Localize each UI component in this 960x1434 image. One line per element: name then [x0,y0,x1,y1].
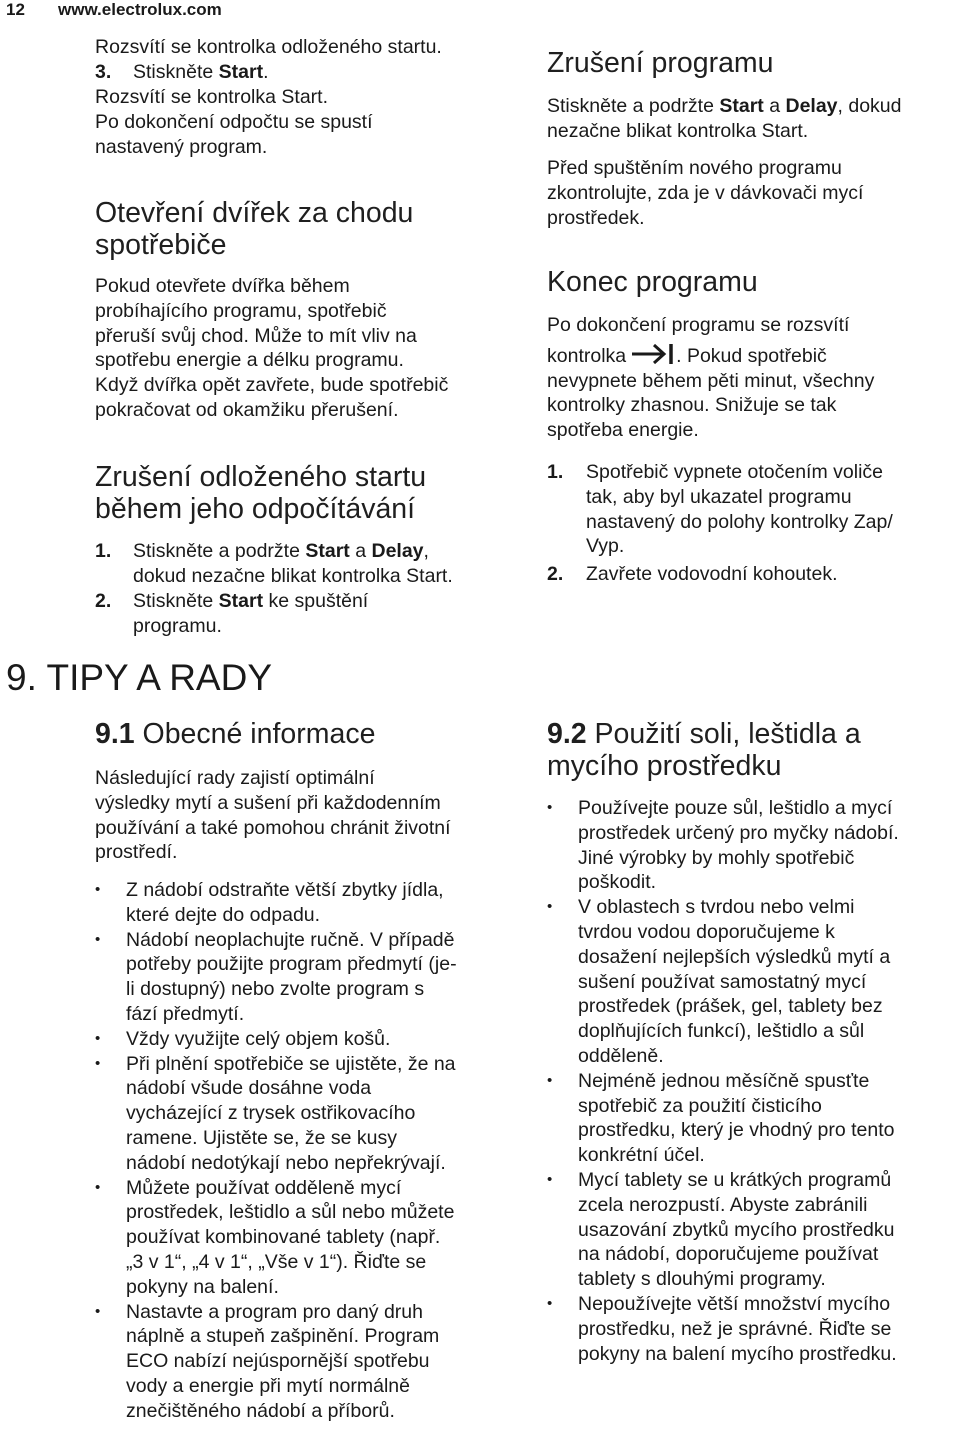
text-line: pokračovat od okamžiku přerušení. [95,398,399,421]
text-line: spotřeba energie. [547,419,699,442]
text-line: Vyp. [586,535,625,558]
text-line: probíhajícího programu, spotřebič [95,299,387,322]
end-program-heading: Konec programu [547,266,758,298]
text-line: prostředek, leštidlo a sůl nebo můžete [126,1201,455,1224]
delay-keyword: Delay [785,95,838,117]
text-line: Když dvířka opět zavřete, bude spotřebič [95,374,449,397]
cancel-delay-heading [95,461,525,525]
text-line: dokud nezačne blikat kontrolka Start. [133,564,453,587]
text-line: tvrdou vodou doporučujeme k [578,920,835,943]
text-line: prostředek určený pro myčky nádobí. [578,821,899,844]
bullet-icon: • [95,1054,101,1072]
heading-line: během jeho odpočítávání [95,493,416,525]
section-9-1-intro [95,766,535,865]
text-line: prostředek. [547,206,645,229]
end-arrow-icon [626,342,676,364]
cancel-delay-step-1 [95,539,535,589]
text-line: Nepoužívejte větší množství mycího [578,1292,891,1315]
end-step-2 [547,562,957,587]
text-line: Před spuštěním nového programu [547,157,842,179]
text-line: vycházející z trysek ostřikovacího [126,1102,416,1125]
site-url: www.electrolux.com [58,0,222,19]
page-number: 12 [6,0,25,19]
section-number: 9.2 [547,718,587,750]
text-line: Můžete používat odděleně mycí [126,1176,402,1199]
text-line: Pokud otevřete dvířka během [95,275,350,297]
text-line: používání a také pomohou chránit životní [95,816,451,839]
text-line: zcela nerozpustí. Abyste zabránili [578,1193,868,1216]
text-line: konkrétní účel. [578,1144,705,1167]
text-line: nastavený do polohy kontrolky Zap/ [586,510,893,533]
cancel-program-heading: Zrušení programu [547,47,774,79]
section-title: Použití soli, leštidla a [586,718,861,750]
bullet-icon: • [547,799,553,816]
text-line: Po dokončení programu se rozsvítí [547,314,850,336]
text-line: Při plnění spotřebiče se ujistěte, že na [126,1052,456,1075]
text-line: Jiné výrobky by mohly spotřebič [578,846,855,869]
step-text: Stiskněte a podržte [133,540,306,562]
text-line: které dejte do odpadu. [126,903,321,926]
text-line: Nádobí neoplachujte ručně. V případě [126,928,455,951]
door-heading [95,197,525,261]
text-line: na nádobí, doporučujeme používat [578,1243,879,1266]
text-line: tak, aby byl ukazatel programu [586,485,852,508]
bullet-icon: • [95,1302,101,1320]
text-line: Zavřete vodovodní kohoutek. [586,563,838,585]
text-line: prostředek (prášek, gel, tablety bez [578,995,883,1018]
text-line: usazování zbytků mycího prostředku [578,1218,895,1241]
heading-line: Zrušení odloženého startu [95,461,427,493]
list-item [547,1292,957,1366]
text-line: Spotřebič vypnete otočením voliče [586,461,883,483]
text-span: kontrolka [547,344,627,367]
section-9-2-heading [547,718,957,782]
start-keyword: Start [218,61,264,83]
step-text: . [263,61,269,83]
section-title: Obecné informace [134,718,376,750]
text-line: V oblastech s tvrdou nebo velmi [578,896,855,919]
bullet-icon: • [547,1170,553,1188]
list-item [547,1069,957,1168]
text-line: znečištěného nádobí a příborů. [126,1399,395,1422]
text-line: spotřebu energie a délku programu. [95,349,404,372]
text-line: přeruší svůj chod. Může to mít vliv na [95,324,417,347]
end-program-text [547,313,957,443]
text-line: nastavený program. [95,135,268,158]
text-line: nádobí nedotýkají nebo nepřekrývají. [126,1151,446,1174]
step-text: , [423,540,429,562]
step-number: 3. [95,61,112,83]
cancel-program-text [547,94,957,144]
text-line: prostředku, než je správné. Řiďte se [578,1317,892,1340]
text-span: Stiskněte a podržte [547,95,720,117]
text-span: a [763,95,786,117]
step-number: 2. [547,563,564,585]
section-9-2-list [547,796,957,1366]
section-9-1-list [95,878,535,1424]
step-3 [95,60,525,85]
text-line: fází předmytí. [126,1002,245,1025]
cancel-delay-step-2 [95,589,535,639]
chapter-title: 9. TIPY A RADY [6,657,272,698]
bullet-icon: • [95,881,101,898]
text-line: Vždy využijte celý objem košů. [126,1027,391,1050]
step-number: 2. [95,590,112,612]
bullet-icon: • [95,930,101,948]
text-line: Nastavte a program pro daný druh [126,1300,423,1323]
bullet-icon: • [547,898,553,916]
text-span: , dokud [837,95,902,117]
section-9-1-heading [95,718,535,750]
text-line: Následující rady zajistí optimální [95,767,375,789]
text-line: prostředí. [95,841,178,864]
text-line: prostředku, který je vhodný pro tento [578,1119,895,1142]
list-item [95,878,535,928]
step-text: ke spuštění [263,590,369,612]
text-line: Rozsvítí se kontrolka Start. [95,86,329,108]
list-item [95,1300,535,1424]
bullet-icon: • [95,1178,101,1196]
text-line: potřeby použijte program předmytí (je- [126,953,457,976]
text-line: Používejte pouze sůl, leštidlo a mycí [578,797,893,819]
text-line: používat kombinované tablety (např. [126,1226,441,1249]
delay-keyword: Delay [371,540,424,562]
list-item [95,1176,535,1300]
start-keyword: Start [719,95,764,117]
text-line: odděleně. [578,1044,664,1067]
list-item [95,928,535,1027]
bullet-icon: • [95,1029,101,1047]
section-number: 9.1 [95,718,135,750]
text-line: Rozsvítí se kontrolka odloženého startu. [95,36,442,58]
text-line: Nejméně jednou měsíčně spusťte [578,1069,870,1092]
delay-after-text [95,85,525,159]
text-line: sušení používat samostatný mycí [578,970,867,993]
text-line: li dostupný) nebo zvolte program s [126,978,425,1001]
heading-line: Otevření dvířek za chodu [95,197,414,229]
bullet-icon: • [547,1071,553,1089]
delay-intro [95,35,525,60]
text-line: programu. [133,614,222,637]
text-line: „3 v 1“, „4 v 1“, „Vše v 1“). Řiďte se [126,1250,427,1273]
page-header [6,0,222,20]
text-line: pokyny na balení. [126,1275,279,1298]
text-line: Mycí tablety se u krátkých programů [578,1168,892,1191]
section-title: mycího prostředku [547,750,782,782]
list-item [547,895,957,1069]
list-item [547,1168,957,1292]
text-line: dosažení nejlepších výsledků mytí a [578,945,891,968]
text-line: spotřebič za použití čisticího [578,1094,822,1117]
text-span: . Pokud spotřebič [676,344,827,367]
text-line: nádobí všude dosáhne voda [126,1077,372,1100]
bullet-icon: • [547,1294,553,1312]
start-keyword: Start [218,590,264,612]
text-line: ECO nabízí nejúspornější spotřebu [126,1350,430,1373]
start-keyword: Start [305,540,350,562]
step-text: a [349,540,372,562]
text-line: Po dokončení odpočtu se spustí [95,110,373,133]
text-line: Z nádobí odstraňte větší zbytky jídla, [126,879,444,901]
step-text: Stiskněte [133,590,219,612]
text-line: nezačne blikat kontrolka Start. [547,119,809,142]
text-line: nevypnete během pěti minut, všechny [547,369,875,392]
text-line: doplňujících funkcí), leštidlo a sůl [578,1020,865,1043]
end-step-1 [547,460,957,559]
text-line: náplně a stupeň zašpinění. Program [126,1325,440,1348]
step-number: 1. [95,540,112,562]
heading-line: spotřebiče [95,229,227,261]
text-line: vody a energie při mytí normálně [126,1374,410,1397]
text-line: poškodit. [578,871,657,894]
text-line: pokyny na balení mycího prostředku. [578,1342,897,1365]
text-line: zkontrolujte, zda je v dávkovači mycí [547,181,864,204]
step-number: 1. [547,461,564,483]
step-text: Stiskněte [133,61,219,83]
check-detergent-text [547,156,957,230]
text-line: tablety s dlouhými programy. [578,1268,826,1291]
list-item [547,796,957,895]
door-text [95,274,535,423]
list-item [95,1052,535,1176]
text-line: kontrolky zhasnou. Snižuje se tak [547,394,837,417]
text-line: ramene. Ujistěte se, že se kusy [126,1126,397,1149]
list-item [95,1027,535,1052]
text-line: výsledky mytí a sušení při každodenním [95,791,441,814]
